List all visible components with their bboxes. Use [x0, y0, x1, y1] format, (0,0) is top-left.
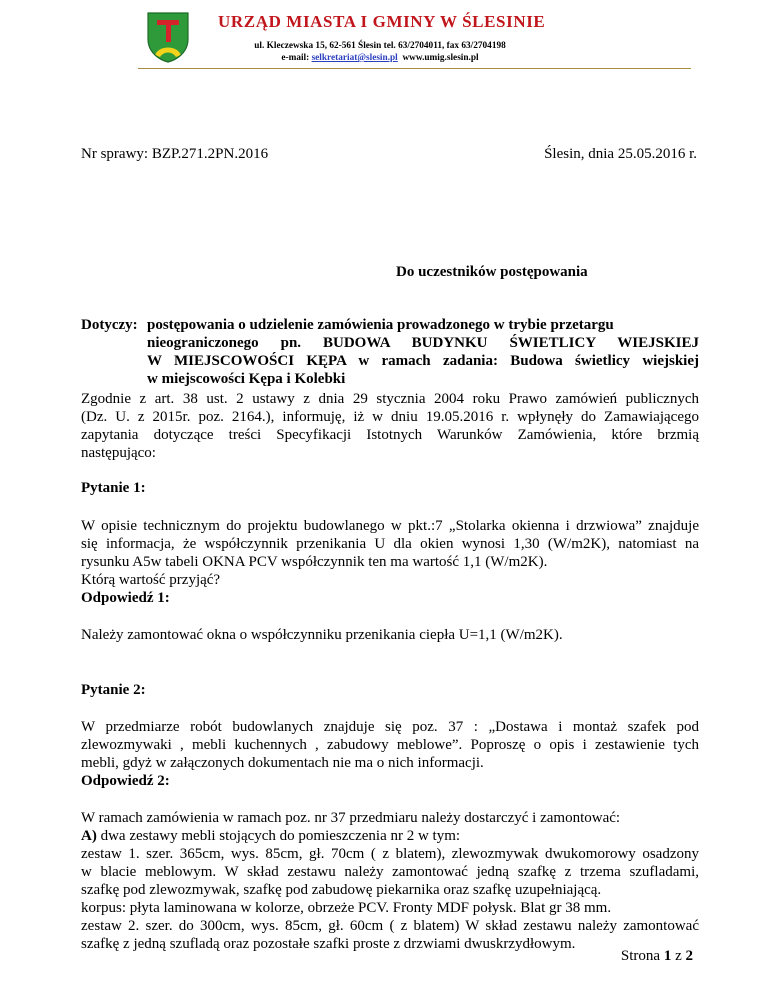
subject-line: w miejscowości Kępa i Kolebki [147, 371, 346, 387]
page-current: 1 [663, 948, 672, 964]
answer-2-text [81, 809, 699, 953]
text-line: mebli, gdyż w załączonych dokumentach nie ma o nich informacji. [81, 755, 484, 771]
addressee: Do uczestników postępowania [396, 264, 588, 280]
office-title: URZĄD MIASTA I GMINY W ŚLESINIE [218, 12, 546, 31]
text-line: w blacie meblowym. W skład zestawu należy zamontować jedną szafkę z trzema szufladami, [81, 864, 699, 880]
text-line: korpus: płyta laminowana w kolorze, obrzeże PCV. Fronty MDF połysk. Blat gr 38 mm. [81, 900, 612, 916]
answer-1-heading: Odpowiedź 1: [81, 590, 170, 606]
subject-line: postępowania o udzielenie zamówienia prowadzonego w trybie przetargu [147, 317, 614, 333]
text-line: zestaw 2. szer. do 300cm, wys. 85cm, gł. 60cm ( z blatem) W skład zestawu należy zamontować [81, 918, 699, 934]
text-line: następująco: [81, 445, 156, 461]
coat-of-arms-icon [146, 11, 190, 63]
question-2-heading: Pytanie 2: [81, 682, 146, 698]
text-line: W ramach zamówienia w ramach poz. nr 37 przedmiaru należy dostarczyć i zamontować: [81, 810, 621, 826]
text-line: Należy zamontować okna o współczynniku przenikania ciepła U=1,1 (W/m2K). [81, 627, 563, 643]
website-text[interactable]: www.umig.slesin.pl [402, 53, 479, 63]
subject-line: W MIEJSCOWOŚCI KĘPA w ramach zadania: Budowa świetlicy wiejskiej [147, 353, 699, 369]
question-2-text [81, 718, 699, 772]
text-line: (Dz. U. z 2015r. poz. 2164.), informuję, iż w dniu 19.05.2016 r. wpłynęły do Zamawiającego [81, 409, 699, 425]
text-line: zapytania dotyczące treści Specyfikacji Istotnych Warunków Zamówienia, które brzmią [81, 427, 699, 443]
subject-text [147, 316, 699, 388]
question-1-heading: Pytanie 1: [81, 480, 146, 496]
text-line: W opisie technicznym do projektu budowlanego w pkt.:7 „Stolarka okienna i drzwiowa” znajduje [81, 518, 699, 534]
question-1-text [81, 517, 699, 589]
subject-block [81, 316, 699, 388]
text-line: zestaw 1. szer. 365cm, wys. 85cm, gł. 70cm ( z blatem), zlewozmywak dwukomorowy osadzony [81, 846, 699, 862]
email-label: e-mail: [281, 53, 312, 63]
subject-label: Dotyczy: [81, 317, 138, 333]
text-line [81, 827, 699, 845]
intro-paragraph [81, 390, 699, 462]
answer-1-text [81, 626, 699, 644]
list-marker: A) [81, 828, 97, 844]
page-sep: z [675, 948, 682, 964]
text-line: zlewozmywaki , mebli kuchennych , zabudowy meblowe”. Poproszę o opis i zestawienie tych [81, 737, 699, 753]
case-number: Nr sprawy: BZP.271.2PN.2016 [81, 146, 269, 162]
subject-line: nieograniczonego pn. BUDOWA BUDYNKU ŚWIETLICY WIEJSKIEJ [147, 335, 699, 351]
answer-2-heading: Odpowiedź 2: [81, 773, 170, 789]
text-line: Zgodnie z art. 38 ust. 2 ustawy z dnia 29 stycznia 2004 roku Prawo zamówień publicznych [81, 391, 699, 407]
text-line: rysunku A5w tabeli OKNA PCV współczynnik ten ma wartość 1,1 (W/m2K). [81, 554, 548, 570]
page-total: 2 [685, 948, 693, 964]
email-link[interactable]: selkretariat@slesin.pl [311, 53, 398, 63]
page-number [621, 948, 693, 965]
office-contact [200, 53, 560, 63]
header-divider [138, 68, 691, 69]
text-line: W przedmiarze robót budowlanych znajduje się poz. 37 : „Dostawa i montaż szafek pod [81, 719, 699, 735]
page-word: Strona [620, 948, 661, 964]
text-line: szafkę z jedną szufladą oraz pozostałe szafki proste z drzwiami dwuskrzydłowym. [81, 936, 576, 952]
text-line: szafkę pod zlewozmywak, szafkę pod zabudowę piekarnika oraz szafkę uzupełniającą. [81, 882, 602, 898]
text-span: dwa zestawy mebli stojących do pomieszczenia nr 2 w tym: [96, 828, 461, 844]
text-line: Którą wartość przyjąć? [81, 572, 221, 588]
letterhead [0, 0, 768, 80]
text-line: się informacja, że współczynnik przenikania U dla okien wynosi 1,30 (W/m2K), natomiast na [81, 536, 699, 552]
office-address: ul. Kleczewska 15, 62-561 Ślesin tel. 63/2704011, fax 63/2704198 [254, 41, 506, 51]
place-date: Ślesin, dnia 25.05.2016 r. [544, 146, 697, 162]
